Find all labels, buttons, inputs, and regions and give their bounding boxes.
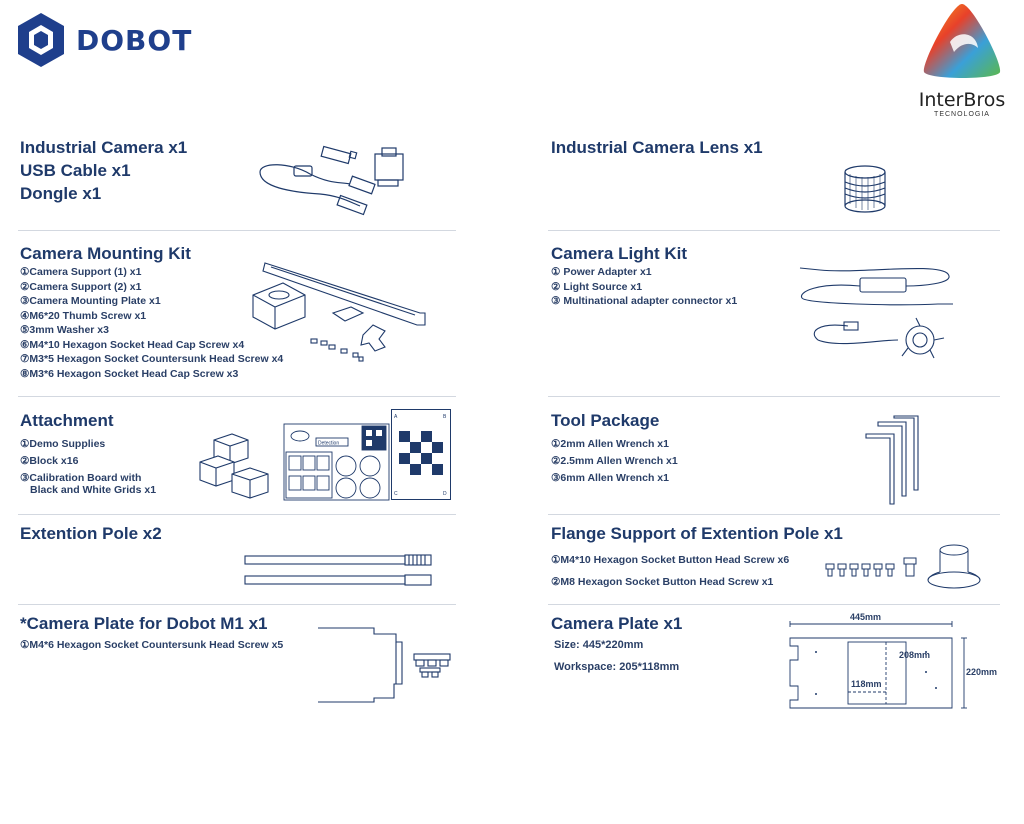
list-item: ③Camera Mounting Plate x1 [20,295,161,307]
list-item: ② Light Source x1 [551,280,643,293]
extension-pole-illustration [243,554,435,588]
list-item: ①Camera Support (1) x1 [20,266,142,278]
cable-line: USB Cable x1 [20,161,131,180]
camera-line: Industrial Camera x1 [20,138,188,157]
lens-illustration [840,164,890,216]
divider [18,514,456,515]
camera-plate-title: Camera Plate x1 [551,614,683,633]
mounting-kit-illustration [245,255,435,365]
m1-plate-items [20,638,283,653]
list-item: ⑧M3*6 Hexagon Socket Head Cap Screw x3 [20,367,239,380]
list-item: ③Calibration Board with [20,472,142,484]
partner-subtitle: TECNOLOGIA [934,111,990,118]
dobot-logo [16,12,192,68]
list-item: ①M4*10 Hexagon Socket Button Head Screw x6 [551,554,790,566]
dobot-hexagon-icon [16,12,66,68]
list-item: ③6mm Allen Wrench x1 [551,472,669,484]
partner-name: InterBros [918,89,1006,111]
plate-workspace: Workspace: 205*118mm [554,661,680,673]
m1-plate-illustration [314,624,454,706]
board-corner-b: B [443,414,447,420]
plate-size: Size: 445*220mm [554,639,644,651]
divider [548,604,1000,605]
blocks-illustration [196,432,276,500]
list-item: ②Block x16 [20,455,79,467]
m1-plate-title: *Camera Plate for Dobot M1 x1 [20,614,268,633]
divider [548,396,1000,397]
list-item: ① Power Adapter x1 [551,266,652,278]
tool-title: Tool Package [551,411,660,430]
board-corner-d: D [443,491,447,497]
list-item: ①Demo Supplies [20,438,106,450]
plate-width-label: 445mm [850,612,882,622]
dongle-line: Dongle x1 [20,184,102,203]
list-item: ②2.5mm Allen Wrench x1 [551,455,678,467]
calibration-board-illustration [391,409,451,500]
light-kit-illustration [798,262,963,362]
workspace-height-label: 208mm [899,650,931,660]
workspace-width-label: 118mm [851,679,882,689]
demo-supplies-illustration [284,424,389,500]
light-items [551,265,737,309]
mounting-title: Camera Mounting Kit [20,244,191,263]
divider [18,230,456,231]
allen-wrenches-illustration [864,416,924,508]
list-item: ③ Multinational adapter connector x1 [551,295,738,307]
list-item: ①M4*6 Hexagon Socket Countersunk Head Screw x5 [20,639,284,651]
flange-items [551,549,789,593]
list-item: ⑤3mm Washer x3 [20,324,109,336]
list-item: ①2mm Allen Wrench x1 [551,438,669,450]
divider [18,604,456,605]
list-item: ②Camera Support (2) x1 [20,280,142,293]
interbros-logo [912,2,1012,118]
board-corner-a: A [394,414,398,420]
divider [548,230,1000,231]
plate-height-label: 220mm [966,667,998,677]
camera-plate-diagram [786,612,1011,712]
list-item: ⑥M4*10 Hexagon Socket Head Cap Screw x4 [20,338,245,351]
brand-name: DOBOT [76,23,193,57]
divider [548,514,1000,515]
camera-usb-illustration [250,142,430,222]
attachment-items [20,436,156,496]
tool-items [551,436,678,487]
camera-list [20,136,187,205]
list-item: Black and White Grids x1 [30,484,157,496]
flange-illustration [822,542,992,592]
list-item: ⑦M3*5 Hexagon Socket Countersunk Head Screw x4 [20,353,284,365]
board-corner-c: C [394,491,398,497]
light-title: Camera Light Kit [551,244,688,263]
mounting-items [20,265,283,381]
divider [18,396,456,397]
detection-label: Detection [318,440,340,447]
attachment-title: Attachment [20,411,114,430]
lens-title: Industrial Camera Lens x1 [551,138,763,157]
flange-title: Flange Support of Extention Pole x1 [551,524,843,543]
pole-title: Extention Pole x2 [20,524,162,543]
list-item: ④M6*20 Thumb Screw x1 [20,309,147,322]
list-item: ②M8 Hexagon Socket Button Head Screw x1 [551,576,774,588]
interbros-triangle-icon [920,2,1004,82]
